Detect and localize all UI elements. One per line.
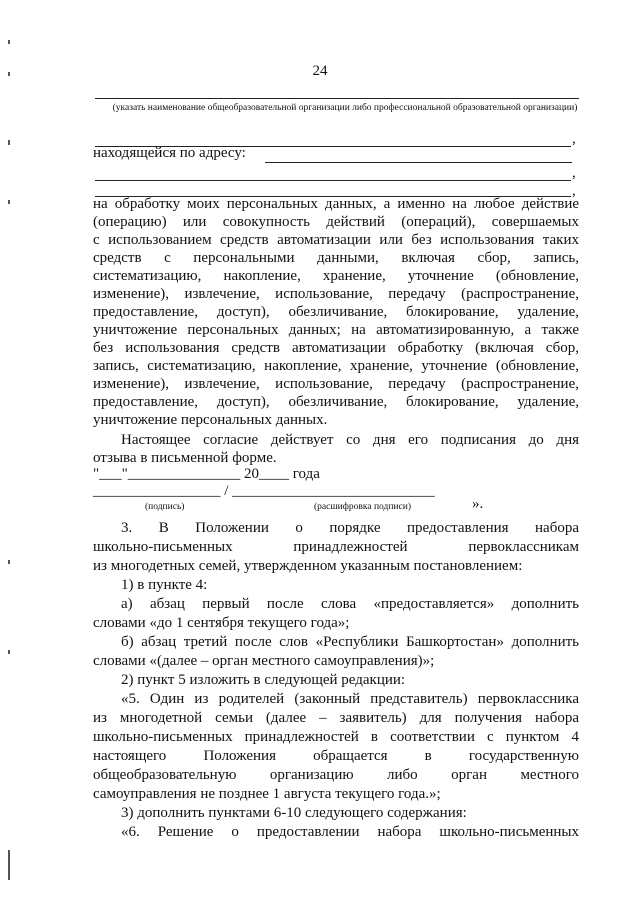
main-line: самоуправления не позднее 1 августа текущего года.»; <box>93 786 441 802</box>
closing-quote: ». <box>472 496 484 512</box>
scan-edge-mark <box>8 40 10 44</box>
body-line: без использования средств автоматизации обработку (включая сбор, <box>93 340 579 356</box>
address-label: находящейся по адресу: <box>93 145 246 161</box>
body-line: запись, систематизацию, накопление, хранение, уточнение (обновление, <box>93 358 579 374</box>
main-line: настоящего Положения обращается в государственную <box>93 748 579 764</box>
main-line: «5. Один из родителей (законный представитель) первоклассника <box>121 691 579 707</box>
body-line: на обработку моих персональных данных, а именно на любое действие <box>93 196 579 212</box>
org-caption: (указать наименование общеобразовательной организации либо профессиональной образовательной организации) <box>112 103 578 113</box>
main-line: из многодетных семей, утвержденном указанным постановлением: <box>93 558 523 574</box>
signature-line: _________________ / ___________________________ <box>93 483 435 499</box>
address-line-1 <box>265 162 572 163</box>
main-line: 3. В Положении о порядке предоставления набора <box>121 520 579 536</box>
main-line: школьно-письменных принадлежностей первоклассникам <box>93 539 579 555</box>
comma-2: , <box>572 165 576 181</box>
scan-edge-mark <box>8 200 10 204</box>
decode-label: (расшифровка подписи) <box>314 502 411 512</box>
comma-1: , <box>572 131 576 147</box>
address-line-2 <box>95 180 571 181</box>
main-line: 1) в пункте 4: <box>121 577 208 593</box>
body-line: средств с персональными данными, включая сбор, запись, <box>93 250 579 266</box>
body-line: (операцию) или совокупность действий (операций), совершаемых <box>93 214 579 230</box>
main-line: словами «(далее – орган местного самоуправления)»; <box>93 653 435 669</box>
comma-3: , <box>572 183 576 199</box>
signature-label: (подпись) <box>145 502 185 512</box>
page-number: 24 <box>312 63 328 79</box>
org-name-line <box>95 98 579 99</box>
body-line: предоставление, доступ), обезличивание, блокирование, удаление, <box>93 304 579 320</box>
consent-line: Настоящее согласие действует со дня его подписания до дня <box>121 432 579 448</box>
main-line: 2) пункт 5 изложить в следующей редакции: <box>121 672 406 688</box>
date-line: "___"_______________ 20____ года <box>93 466 320 482</box>
main-line: словами «до 1 сентября текущего года»; <box>93 615 350 631</box>
scan-edge-mark <box>8 72 10 76</box>
body-line: уничтожение персональных данных. <box>93 412 328 428</box>
body-line: изменение), извлечение, использование, передачу (распространение, <box>93 376 579 392</box>
scan-edge-mark <box>8 140 10 145</box>
main-line: 3) дополнить пунктами 6-10 следующего содержания: <box>121 805 467 821</box>
main-line: б) абзац третий после слов «Республики Башкортостан» дополнить <box>121 634 579 650</box>
body-line: с использованием средств автоматизации или без использования таких <box>93 232 579 248</box>
main-line: школьно-письменных принадлежностей в соответствии с пунктом 4 <box>93 729 579 745</box>
scan-edge-mark <box>8 560 10 564</box>
body-line: уничтожение персональных данных; на автоматизированную, а также <box>93 322 579 338</box>
body-line: изменение), извлечение, использование, передачу (распространение, <box>93 286 579 302</box>
scan-edge-mark <box>8 650 10 654</box>
main-line: из многодетной семьи (далее – заявитель) для получения набора <box>93 710 579 726</box>
body-line: предоставление, доступ), обезличивание, блокирование, удаление, <box>93 394 579 410</box>
body-line: систематизацию, накопление, хранение, уточнение (обновление, <box>93 268 579 284</box>
scan-edge-mark <box>8 850 10 880</box>
main-line: а) абзац первый после слова «предоставляется» дополнить <box>121 596 579 612</box>
main-line: «6. Решение о предоставлении набора школьно-письменных <box>121 824 579 840</box>
main-line: общеобразовательную организацию либо орган местного <box>93 767 579 783</box>
consent-line: отзыва в письменной форме. <box>93 450 277 466</box>
